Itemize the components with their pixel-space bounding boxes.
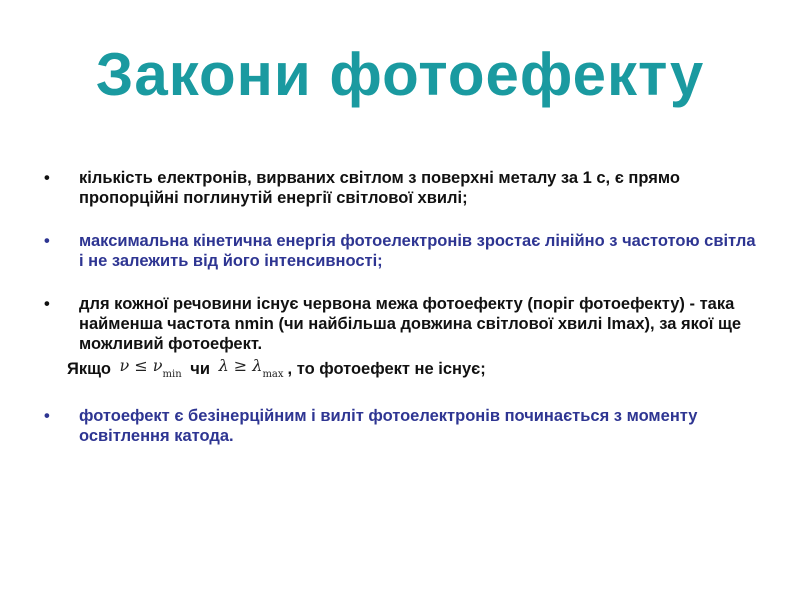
condition-line: [67, 357, 764, 382]
formula-lambda-max: [219, 355, 284, 380]
condition-suffix: , то фотоефект не існує;: [287, 359, 486, 378]
formula-nu-min: [120, 355, 182, 380]
bullet-text: для кожної речовини існує червона межа фотоефекту (поріг фотоефекту) - така найменша частота nmin (чи найбільша довжина світлової хвилі lmax), за якої ще можливий фотоефект.: [79, 295, 742, 353]
bullet-text: фотоефект є безінерційним і виліт фотоелектронів починається з моменту освітлення катода.: [79, 407, 698, 445]
list-item: [44, 231, 764, 271]
formula-subscript: max: [262, 369, 284, 380]
bullet-text: кількість електронів, вирваних світлом з поверхні металу за 1 с, є прямо пропорційні поглинутій енергії світлової хвилі;: [79, 169, 680, 207]
bullet-text: максимальна кінетична енергія фотоелектронів зростає лінійно з частотою світла і не залежить від його інтенсивності;: [79, 232, 756, 270]
list-item: [44, 294, 764, 354]
bullet-dot-icon: •: [44, 232, 50, 250]
list-item: [44, 406, 764, 446]
slide-title: Закони фотоефекту: [95, 41, 705, 108]
condition-middle: чи: [190, 359, 210, 378]
bullet-dot-icon: •: [44, 407, 50, 425]
bullet-dot-icon: •: [44, 295, 50, 313]
bullet-list: [44, 168, 764, 446]
formula-main: λ ≥ λ: [218, 356, 263, 375]
condition-prefix: Якщо: [67, 359, 111, 378]
bullet-dot-icon: •: [44, 169, 50, 187]
formula-subscript: min: [162, 369, 182, 380]
list-item: [44, 168, 764, 208]
formula-main: ν ≤ ν: [119, 356, 163, 375]
